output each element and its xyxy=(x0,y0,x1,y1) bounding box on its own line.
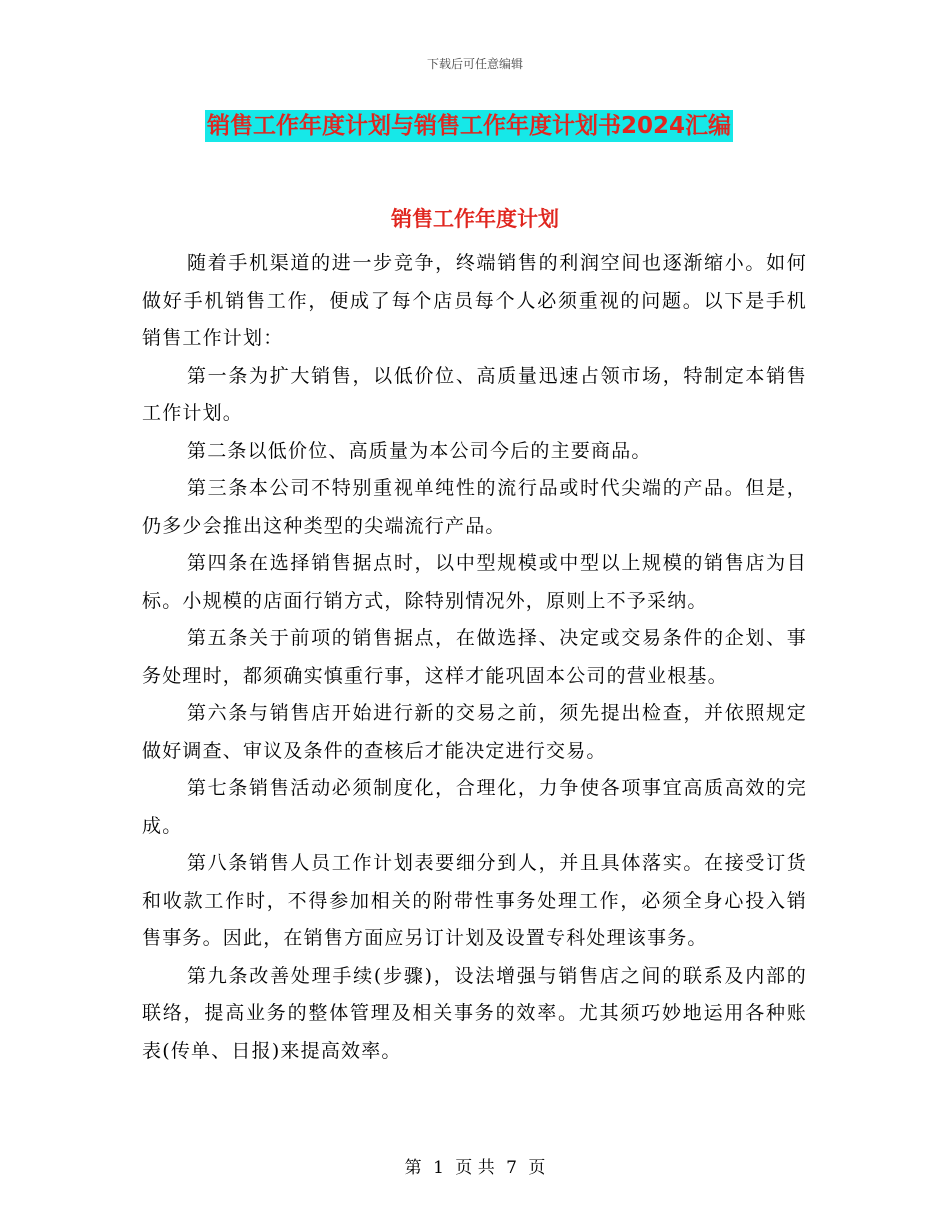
footer-page-number: 1 xyxy=(433,1158,444,1178)
footer-total-pages: 7 xyxy=(506,1158,517,1178)
paragraph-article-7: 第七条销售活动必须制度化，合理化，力争使各项事宜高质高效的完成。 xyxy=(142,777,807,837)
section-title: 销售工作年度计划 xyxy=(391,207,559,231)
paragraph-article-3: 第三条本公司不特别重视单纯性的流行品或时代尖端的产品。但是，仍多少会推出这种类型的尖端流行产品。 xyxy=(142,477,807,537)
paragraph-article-5: 第五条关于前项的销售据点，在做选择、决定或交易条件的企划、事务处理时，都须确实慎重行事，这样才能巩固本公司的营业根基。 xyxy=(142,627,807,687)
paragraph-article-9: 第九条改善处理手续(步骤)，设法增强与销售店之间的联系及内部的联络，提高业务的整体管理及相关事务的效率。尤其须巧妙地运用各种账表(传单、日报)来提高效率。 xyxy=(142,964,807,1062)
paragraph-intro: 随着手机渠道的进一步竞争，终端销售的利润空间也逐渐缩小。如何做好手机销售工作，便成了每个店员每个人必须重视的问题。以下是手机销售工作计划： xyxy=(142,252,807,349)
document-title: 销售工作年度计划与销售工作年度计划书2024汇编 xyxy=(205,110,733,142)
paragraph-article-6: 第六条与销售店开始进行新的交易之前，须先提出检查，并依照规定做好调查、审议及条件的查核后才能决定进行交易。 xyxy=(142,702,807,762)
paragraph-article-1: 第一条为扩大销售，以低价位、高质量迅速占领市场，特制定本销售工作计划。 xyxy=(142,364,807,424)
paragraph-article-4: 第四条在选择销售据点时，以中型规模或中型以上规模的销售店为目标。小规模的店面行销方式，除特别情况外，原则上不予采纳。 xyxy=(142,552,807,612)
footer-prefix: 第 xyxy=(404,1158,422,1178)
document-body xyxy=(142,245,807,1070)
paragraph-article-8: 第八条销售人员工作计划表要细分到人，并且具体落实。在接受订货和收款工作时，不得参加相关的附带性事务处理工作，必须全身心投入销售事务。因此，在销售方面应另订计划及设置专科处理该事务。 xyxy=(142,852,807,949)
footer-suffix: 页 xyxy=(528,1158,546,1178)
header-note: 下载后可任意编辑 xyxy=(426,57,523,71)
footer-middle: 页 共 xyxy=(455,1158,495,1178)
paragraph-article-2: 第二条以低价位、高质量为本公司今后的主要商品。 xyxy=(187,439,652,462)
page-footer xyxy=(0,1153,950,1178)
